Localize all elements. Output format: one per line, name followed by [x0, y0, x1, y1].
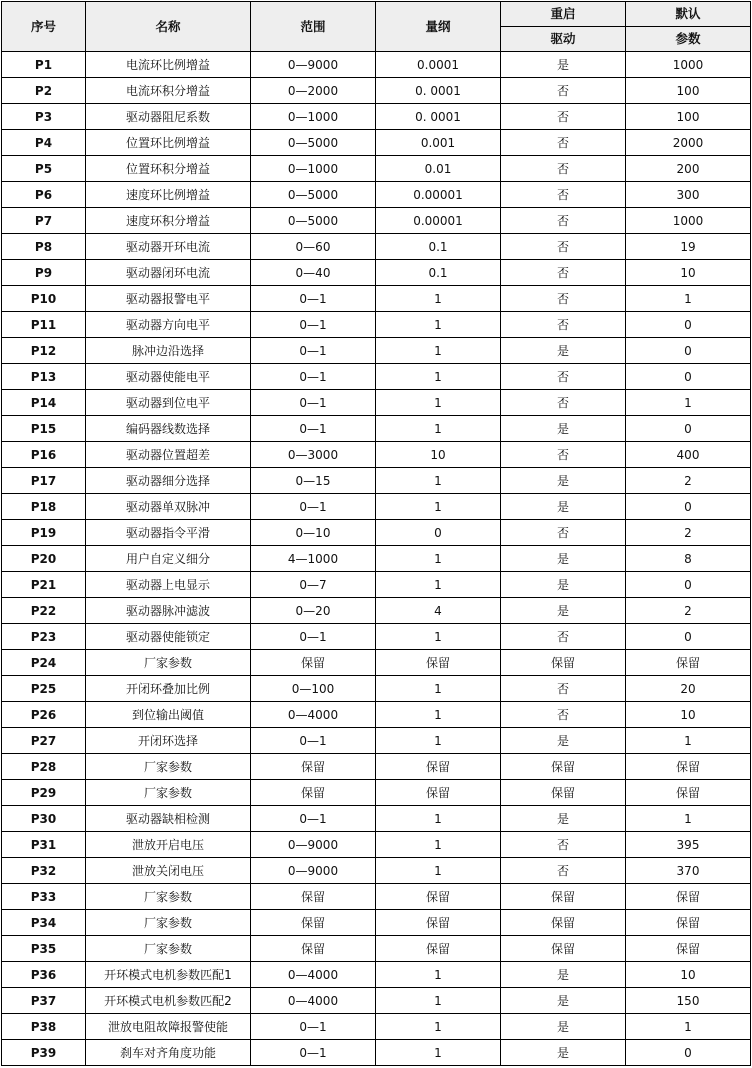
- table-row: [2, 260, 751, 286]
- table-row: [2, 416, 751, 442]
- param-restart-cell: 保留: [501, 650, 626, 676]
- param-range-cell: 0—60: [251, 234, 376, 260]
- param-default-cell: 保留: [626, 936, 751, 962]
- table-row: [2, 858, 751, 884]
- param-default-cell: 2: [626, 598, 751, 624]
- param-restart-cell: 是: [501, 988, 626, 1014]
- param-no-cell: P3: [2, 104, 86, 130]
- param-default-cell: 0: [626, 624, 751, 650]
- param-no-cell: P26: [2, 702, 86, 728]
- table-row: [2, 650, 751, 676]
- param-restart-cell: 否: [501, 156, 626, 182]
- param-restart-cell: 是: [501, 338, 626, 364]
- header-restart-bottom: 驱动: [501, 27, 626, 52]
- param-default-cell: 保留: [626, 780, 751, 806]
- param-restart-cell: 是: [501, 598, 626, 624]
- param-name-cell: 驱动器缺相检测: [86, 806, 251, 832]
- param-restart-cell: 是: [501, 1040, 626, 1066]
- param-restart-cell: 否: [501, 520, 626, 546]
- param-name-cell: 速度环比例增益: [86, 182, 251, 208]
- param-no-cell: P11: [2, 312, 86, 338]
- param-default-cell: 100: [626, 104, 751, 130]
- param-name-cell: 位置环积分增益: [86, 156, 251, 182]
- param-unit-cell: 1: [376, 390, 501, 416]
- table-row: [2, 676, 751, 702]
- param-restart-cell: 是: [501, 962, 626, 988]
- param-restart-cell: 否: [501, 676, 626, 702]
- param-range-cell: 0—1: [251, 338, 376, 364]
- table-row: [2, 390, 751, 416]
- header-range: 范围: [251, 2, 376, 52]
- param-unit-cell: 保留: [376, 936, 501, 962]
- param-default-cell: 保留: [626, 650, 751, 676]
- param-no-cell: P6: [2, 182, 86, 208]
- param-range-cell: 0—4000: [251, 702, 376, 728]
- param-range-cell: 保留: [251, 910, 376, 936]
- param-range-cell: 0—4000: [251, 962, 376, 988]
- param-name-cell: 开环模式电机参数匹配2: [86, 988, 251, 1014]
- table-row: [2, 624, 751, 650]
- param-no-cell: P25: [2, 676, 86, 702]
- param-default-cell: 1: [626, 1014, 751, 1040]
- param-no-cell: P36: [2, 962, 86, 988]
- param-no-cell: P29: [2, 780, 86, 806]
- param-no-cell: P5: [2, 156, 86, 182]
- param-unit-cell: 1: [376, 624, 501, 650]
- param-range-cell: 保留: [251, 884, 376, 910]
- table-row: [2, 988, 751, 1014]
- param-default-cell: 保留: [626, 884, 751, 910]
- param-default-cell: 20: [626, 676, 751, 702]
- param-default-cell: 2: [626, 520, 751, 546]
- param-range-cell: 0—1: [251, 624, 376, 650]
- param-no-cell: P18: [2, 494, 86, 520]
- param-name-cell: 驱动器报警电平: [86, 286, 251, 312]
- param-name-cell: 驱动器方向电平: [86, 312, 251, 338]
- header-restart-top: 重启: [501, 2, 626, 27]
- param-restart-cell: 是: [501, 416, 626, 442]
- table-row: [2, 832, 751, 858]
- param-no-cell: P34: [2, 910, 86, 936]
- param-name-cell: 电流环积分增益: [86, 78, 251, 104]
- param-name-cell: 开闭环选择: [86, 728, 251, 754]
- param-range-cell: 0—1: [251, 494, 376, 520]
- param-name-cell: 驱动器指令平滑: [86, 520, 251, 546]
- table-row: [2, 572, 751, 598]
- param-name-cell: 电流环比例增益: [86, 52, 251, 78]
- param-no-cell: P23: [2, 624, 86, 650]
- table-row: [2, 156, 751, 182]
- param-default-cell: 100: [626, 78, 751, 104]
- param-range-cell: 保留: [251, 754, 376, 780]
- param-range-cell: 0—10: [251, 520, 376, 546]
- param-range-cell: 0—9000: [251, 52, 376, 78]
- param-range-cell: 0—100: [251, 676, 376, 702]
- param-range-cell: 0—1: [251, 1040, 376, 1066]
- param-restart-cell: 否: [501, 312, 626, 338]
- param-unit-cell: 1: [376, 312, 501, 338]
- param-no-cell: P12: [2, 338, 86, 364]
- table-row: [2, 910, 751, 936]
- param-restart-cell: 否: [501, 234, 626, 260]
- param-default-cell: 1: [626, 806, 751, 832]
- table-row: [2, 234, 751, 260]
- param-range-cell: 0—1: [251, 1014, 376, 1040]
- table-row: [2, 780, 751, 806]
- param-name-cell: 用户自定义细分: [86, 546, 251, 572]
- table-row: [2, 702, 751, 728]
- table-row: [2, 1040, 751, 1066]
- param-no-cell: P30: [2, 806, 86, 832]
- param-restart-cell: 是: [501, 468, 626, 494]
- param-name-cell: 刹车对齐角度功能: [86, 1040, 251, 1066]
- param-no-cell: P15: [2, 416, 86, 442]
- param-default-cell: 300: [626, 182, 751, 208]
- header-unit: 量纲: [376, 2, 501, 52]
- param-name-cell: 驱动器闭环电流: [86, 260, 251, 286]
- param-range-cell: 0—40: [251, 260, 376, 286]
- param-default-cell: 0: [626, 494, 751, 520]
- param-unit-cell: 1: [376, 676, 501, 702]
- param-unit-cell: 1: [376, 364, 501, 390]
- table-row: [2, 130, 751, 156]
- param-restart-cell: 是: [501, 52, 626, 78]
- param-unit-cell: 10: [376, 442, 501, 468]
- param-unit-cell: 保留: [376, 650, 501, 676]
- param-restart-cell: 否: [501, 182, 626, 208]
- param-no-cell: P4: [2, 130, 86, 156]
- param-no-cell: P33: [2, 884, 86, 910]
- header-default-bottom: 参数: [626, 27, 751, 52]
- param-restart-cell: 是: [501, 1014, 626, 1040]
- param-default-cell: 10: [626, 702, 751, 728]
- param-range-cell: 0—1: [251, 312, 376, 338]
- param-no-cell: P17: [2, 468, 86, 494]
- param-unit-cell: 0.001: [376, 130, 501, 156]
- param-default-cell: 19: [626, 234, 751, 260]
- param-unit-cell: 0.01: [376, 156, 501, 182]
- table-body: [2, 52, 751, 1066]
- param-range-cell: 0—1: [251, 728, 376, 754]
- param-range-cell: 0—9000: [251, 858, 376, 884]
- param-range-cell: 0—15: [251, 468, 376, 494]
- param-unit-cell: 1: [376, 1040, 501, 1066]
- param-unit-cell: 0.1: [376, 234, 501, 260]
- param-unit-cell: 1: [376, 858, 501, 884]
- param-name-cell: 驱动器脉冲滤波: [86, 598, 251, 624]
- param-no-cell: P20: [2, 546, 86, 572]
- param-default-cell: 8: [626, 546, 751, 572]
- table-row: [2, 598, 751, 624]
- param-range-cell: 0—1: [251, 390, 376, 416]
- parameter-table-container: [1, 1, 751, 1066]
- param-range-cell: 保留: [251, 936, 376, 962]
- param-name-cell: 驱动器使能锁定: [86, 624, 251, 650]
- param-default-cell: 保留: [626, 910, 751, 936]
- table-row: [2, 338, 751, 364]
- param-range-cell: 0—5000: [251, 208, 376, 234]
- param-no-cell: P21: [2, 572, 86, 598]
- table-row: [2, 546, 751, 572]
- param-unit-cell: 1: [376, 416, 501, 442]
- header-default-top: 默认: [626, 2, 751, 27]
- param-range-cell: 0—1000: [251, 156, 376, 182]
- table-row: [2, 754, 751, 780]
- param-restart-cell: 是: [501, 806, 626, 832]
- param-restart-cell: 是: [501, 572, 626, 598]
- param-range-cell: 0—1: [251, 286, 376, 312]
- param-name-cell: 厂家参数: [86, 884, 251, 910]
- param-range-cell: 0—1: [251, 364, 376, 390]
- param-default-cell: 395: [626, 832, 751, 858]
- param-restart-cell: 否: [501, 78, 626, 104]
- param-restart-cell: 保留: [501, 884, 626, 910]
- param-range-cell: 保留: [251, 780, 376, 806]
- param-restart-cell: 是: [501, 494, 626, 520]
- param-name-cell: 泄放关闭电压: [86, 858, 251, 884]
- header-no: 序号: [2, 2, 86, 52]
- param-name-cell: 厂家参数: [86, 780, 251, 806]
- param-name-cell: 到位输出阈值: [86, 702, 251, 728]
- param-name-cell: 驱动器开环电流: [86, 234, 251, 260]
- param-default-cell: 10: [626, 962, 751, 988]
- param-default-cell: 1: [626, 286, 751, 312]
- param-unit-cell: 1: [376, 468, 501, 494]
- param-default-cell: 0: [626, 312, 751, 338]
- param-name-cell: 泄放开启电压: [86, 832, 251, 858]
- param-restart-cell: 否: [501, 364, 626, 390]
- param-default-cell: 0: [626, 572, 751, 598]
- param-unit-cell: 1: [376, 1014, 501, 1040]
- table-row: [2, 52, 751, 78]
- param-no-cell: P10: [2, 286, 86, 312]
- param-no-cell: P7: [2, 208, 86, 234]
- table-row: [2, 494, 751, 520]
- param-no-cell: P22: [2, 598, 86, 624]
- param-unit-cell: 1: [376, 988, 501, 1014]
- param-unit-cell: 1: [376, 962, 501, 988]
- param-unit-cell: 1: [376, 702, 501, 728]
- parameter-table: [1, 1, 751, 1066]
- param-name-cell: 厂家参数: [86, 910, 251, 936]
- param-range-cell: 0—1: [251, 806, 376, 832]
- param-default-cell: 0: [626, 364, 751, 390]
- table-row: [2, 104, 751, 130]
- param-unit-cell: 0.00001: [376, 182, 501, 208]
- param-name-cell: 开闭环叠加比例: [86, 676, 251, 702]
- param-range-cell: 0—4000: [251, 988, 376, 1014]
- header-name: 名称: [86, 2, 251, 52]
- param-name-cell: 厂家参数: [86, 650, 251, 676]
- param-range-cell: 0—5000: [251, 182, 376, 208]
- param-name-cell: 厂家参数: [86, 936, 251, 962]
- table-row: [2, 286, 751, 312]
- param-default-cell: 150: [626, 988, 751, 1014]
- param-default-cell: 2000: [626, 130, 751, 156]
- param-default-cell: 0: [626, 416, 751, 442]
- table-row: [2, 520, 751, 546]
- param-name-cell: 编码器线数选择: [86, 416, 251, 442]
- param-no-cell: P37: [2, 988, 86, 1014]
- param-no-cell: P9: [2, 260, 86, 286]
- table-row: [2, 728, 751, 754]
- param-unit-cell: 1: [376, 546, 501, 572]
- param-restart-cell: 否: [501, 390, 626, 416]
- param-unit-cell: 0.0001: [376, 52, 501, 78]
- param-unit-cell: 0.1: [376, 260, 501, 286]
- table-row: [2, 962, 751, 988]
- param-restart-cell: 否: [501, 702, 626, 728]
- param-name-cell: 驱动器单双脉冲: [86, 494, 251, 520]
- param-restart-cell: 否: [501, 858, 626, 884]
- param-restart-cell: 否: [501, 286, 626, 312]
- param-default-cell: 1000: [626, 52, 751, 78]
- table-row: [2, 936, 751, 962]
- param-unit-cell: 0.00001: [376, 208, 501, 234]
- table-row: [2, 208, 751, 234]
- param-no-cell: P13: [2, 364, 86, 390]
- param-name-cell: 驱动器细分选择: [86, 468, 251, 494]
- param-unit-cell: 1: [376, 728, 501, 754]
- param-restart-cell: 是: [501, 546, 626, 572]
- param-unit-cell: 1: [376, 572, 501, 598]
- param-name-cell: 驱动器位置超差: [86, 442, 251, 468]
- param-unit-cell: 1: [376, 494, 501, 520]
- table-row: [2, 442, 751, 468]
- param-range-cell: 0—2000: [251, 78, 376, 104]
- param-name-cell: 驱动器使能电平: [86, 364, 251, 390]
- param-unit-cell: 保留: [376, 884, 501, 910]
- param-unit-cell: 0: [376, 520, 501, 546]
- param-no-cell: P8: [2, 234, 86, 260]
- param-restart-cell: 保留: [501, 910, 626, 936]
- param-unit-cell: 0. 0001: [376, 104, 501, 130]
- param-range-cell: 0—1: [251, 416, 376, 442]
- table-row: [2, 806, 751, 832]
- param-restart-cell: 否: [501, 442, 626, 468]
- param-no-cell: P19: [2, 520, 86, 546]
- param-unit-cell: 1: [376, 832, 501, 858]
- param-no-cell: P1: [2, 52, 86, 78]
- param-restart-cell: 是: [501, 728, 626, 754]
- param-no-cell: P27: [2, 728, 86, 754]
- param-no-cell: P39: [2, 1040, 86, 1066]
- table-row: [2, 312, 751, 338]
- table-row: [2, 884, 751, 910]
- table-row: [2, 182, 751, 208]
- param-name-cell: 泄放电阻故障报警使能: [86, 1014, 251, 1040]
- param-default-cell: 保留: [626, 754, 751, 780]
- param-name-cell: 开环模式电机参数匹配1: [86, 962, 251, 988]
- param-default-cell: 2: [626, 468, 751, 494]
- param-range-cell: 4—1000: [251, 546, 376, 572]
- param-no-cell: P35: [2, 936, 86, 962]
- table-row: [2, 468, 751, 494]
- param-name-cell: 驱动器到位电平: [86, 390, 251, 416]
- param-no-cell: P16: [2, 442, 86, 468]
- param-restart-cell: 否: [501, 624, 626, 650]
- param-default-cell: 200: [626, 156, 751, 182]
- param-restart-cell: 否: [501, 208, 626, 234]
- param-no-cell: P32: [2, 858, 86, 884]
- param-unit-cell: 保留: [376, 754, 501, 780]
- param-no-cell: P38: [2, 1014, 86, 1040]
- param-restart-cell: 保留: [501, 936, 626, 962]
- param-default-cell: 1: [626, 728, 751, 754]
- param-restart-cell: 保留: [501, 754, 626, 780]
- param-default-cell: 1: [626, 390, 751, 416]
- param-range-cell: 0—1000: [251, 104, 376, 130]
- param-unit-cell: 1: [376, 806, 501, 832]
- table-row: [2, 1014, 751, 1040]
- table-row: [2, 364, 751, 390]
- param-default-cell: 0: [626, 1040, 751, 1066]
- param-no-cell: P14: [2, 390, 86, 416]
- param-restart-cell: 否: [501, 130, 626, 156]
- param-unit-cell: 4: [376, 598, 501, 624]
- param-restart-cell: 否: [501, 832, 626, 858]
- table-row: [2, 78, 751, 104]
- param-name-cell: 厂家参数: [86, 754, 251, 780]
- param-default-cell: 10: [626, 260, 751, 286]
- param-default-cell: 1000: [626, 208, 751, 234]
- param-range-cell: 0—20: [251, 598, 376, 624]
- param-name-cell: 驱动器阻尼系数: [86, 104, 251, 130]
- param-restart-cell: 否: [501, 104, 626, 130]
- param-range-cell: 0—3000: [251, 442, 376, 468]
- param-restart-cell: 保留: [501, 780, 626, 806]
- param-unit-cell: 1: [376, 338, 501, 364]
- param-no-cell: P2: [2, 78, 86, 104]
- param-range-cell: 0—9000: [251, 832, 376, 858]
- param-default-cell: 400: [626, 442, 751, 468]
- param-name-cell: 速度环积分增益: [86, 208, 251, 234]
- param-no-cell: P31: [2, 832, 86, 858]
- table-header: [2, 2, 751, 52]
- param-unit-cell: 0. 0001: [376, 78, 501, 104]
- param-unit-cell: 1: [376, 286, 501, 312]
- param-no-cell: P24: [2, 650, 86, 676]
- param-unit-cell: 保留: [376, 780, 501, 806]
- param-default-cell: 370: [626, 858, 751, 884]
- param-default-cell: 0: [626, 338, 751, 364]
- param-range-cell: 保留: [251, 650, 376, 676]
- param-name-cell: 脉冲边沿选择: [86, 338, 251, 364]
- param-range-cell: 0—7: [251, 572, 376, 598]
- param-range-cell: 0—5000: [251, 130, 376, 156]
- param-unit-cell: 保留: [376, 910, 501, 936]
- param-name-cell: 位置环比例增益: [86, 130, 251, 156]
- param-name-cell: 驱动器上电显示: [86, 572, 251, 598]
- param-restart-cell: 否: [501, 260, 626, 286]
- param-no-cell: P28: [2, 754, 86, 780]
